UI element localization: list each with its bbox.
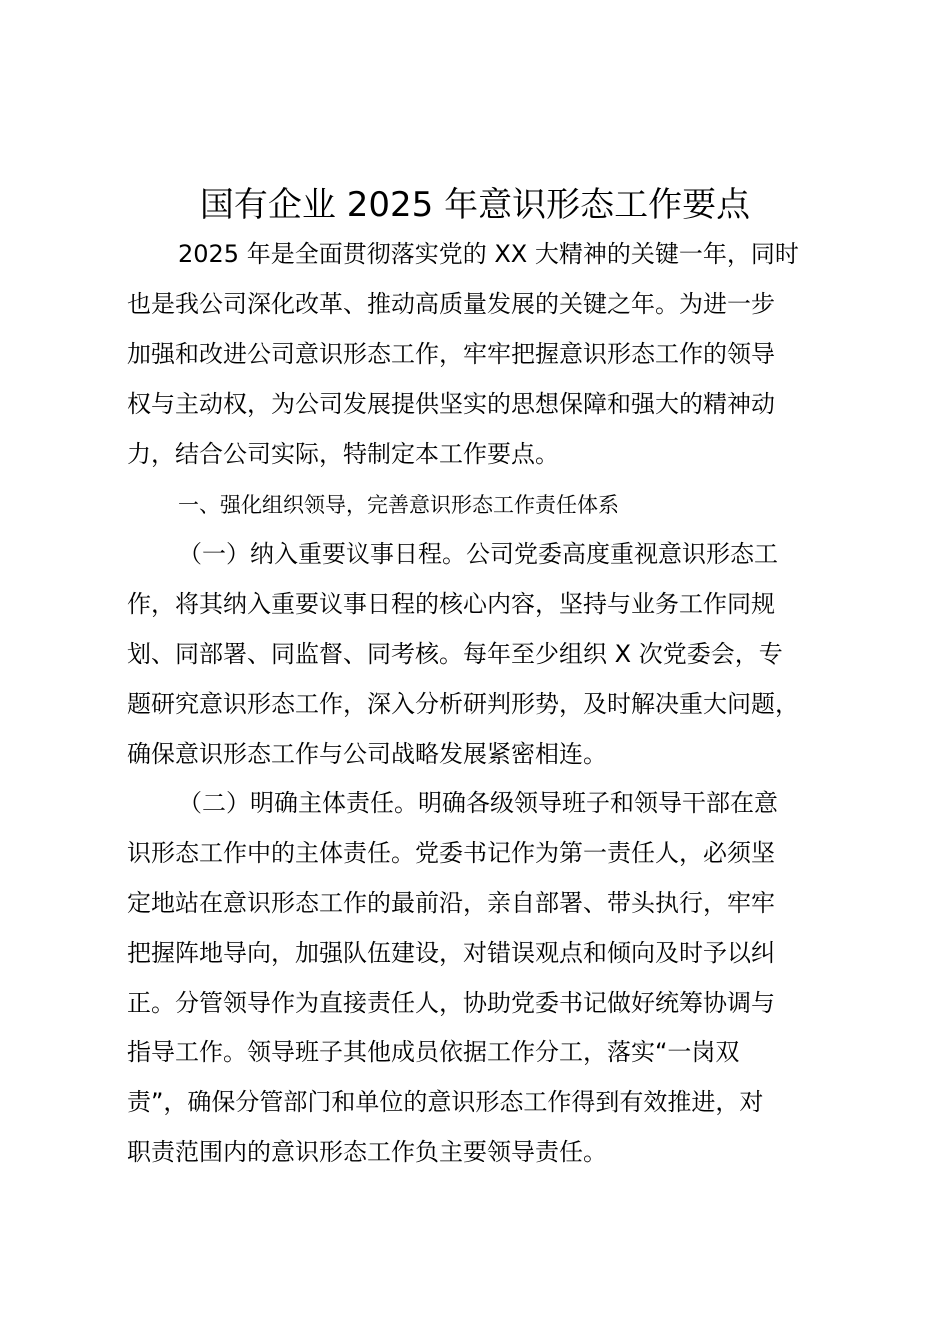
paragraph-line: 题研究意识形态工作，深入分析研判形势，及时解决重大问题， xyxy=(127,690,799,718)
paragraph-line: 权与主动权，为公司发展提供坚实的思想保障和强大的精神动 xyxy=(127,390,775,418)
paragraph-line: 把握阵地导向，加强队伍建设，对错误观点和倾向及时予以纠 xyxy=(127,939,775,967)
paragraph-line: 识形态工作中的主体责任。党委书记作为第一责任人，必须坚 xyxy=(127,839,775,867)
paragraph-line: （一）纳入重要议事日程。公司党委高度重视意识形态工 xyxy=(178,540,778,568)
paragraph-line: 划、同部署、同监督、同考核。每年至少组织 X 次党委会，专 xyxy=(127,640,783,668)
paragraph-line: 指导工作。领导班子其他成员依据工作分工，落实“一岗双 xyxy=(127,1038,740,1066)
paragraph-line: 也是我公司深化改革、推动高质量发展的关键之年。为进一步 xyxy=(127,290,775,318)
paragraph-line: 作，将其纳入重要议事日程的核心内容，坚持与业务工作同规 xyxy=(127,590,775,618)
paragraph-line: 职责范围内的意识形态工作负主要领导责任。 xyxy=(127,1138,607,1166)
paragraph-line: 加强和改进公司意识形态工作，牢牢把握意识形态工作的领导 xyxy=(127,340,775,368)
document-title: 国有企业 2025 年意识形态工作要点 xyxy=(199,185,751,225)
paragraph-line: 确保意识形态工作与公司战略发展紧密相连。 xyxy=(127,740,607,768)
paragraph-line: （二）明确主体责任。明确各级领导班子和领导干部在意 xyxy=(178,789,778,817)
paragraph-line: 定地站在意识形态工作的最前沿，亲自部署、带头执行，牢牢 xyxy=(127,889,775,917)
section-heading: 一、强化组织领导，完善意识形态工作责任体系 xyxy=(178,493,619,517)
paragraph-line: 力，结合公司实际，特制定本工作要点。 xyxy=(127,440,559,468)
paragraph-line: 2025 年是全面贯彻落实党的 XX 大精神的关键一年，同时 xyxy=(178,240,799,268)
paragraph-line: 正。分管领导作为直接责任人，协助党委书记做好统筹协调与 xyxy=(127,989,775,1017)
paragraph-line: 责”，确保分管部门和单位的意识形态工作得到有效推进，对 xyxy=(127,1088,764,1116)
